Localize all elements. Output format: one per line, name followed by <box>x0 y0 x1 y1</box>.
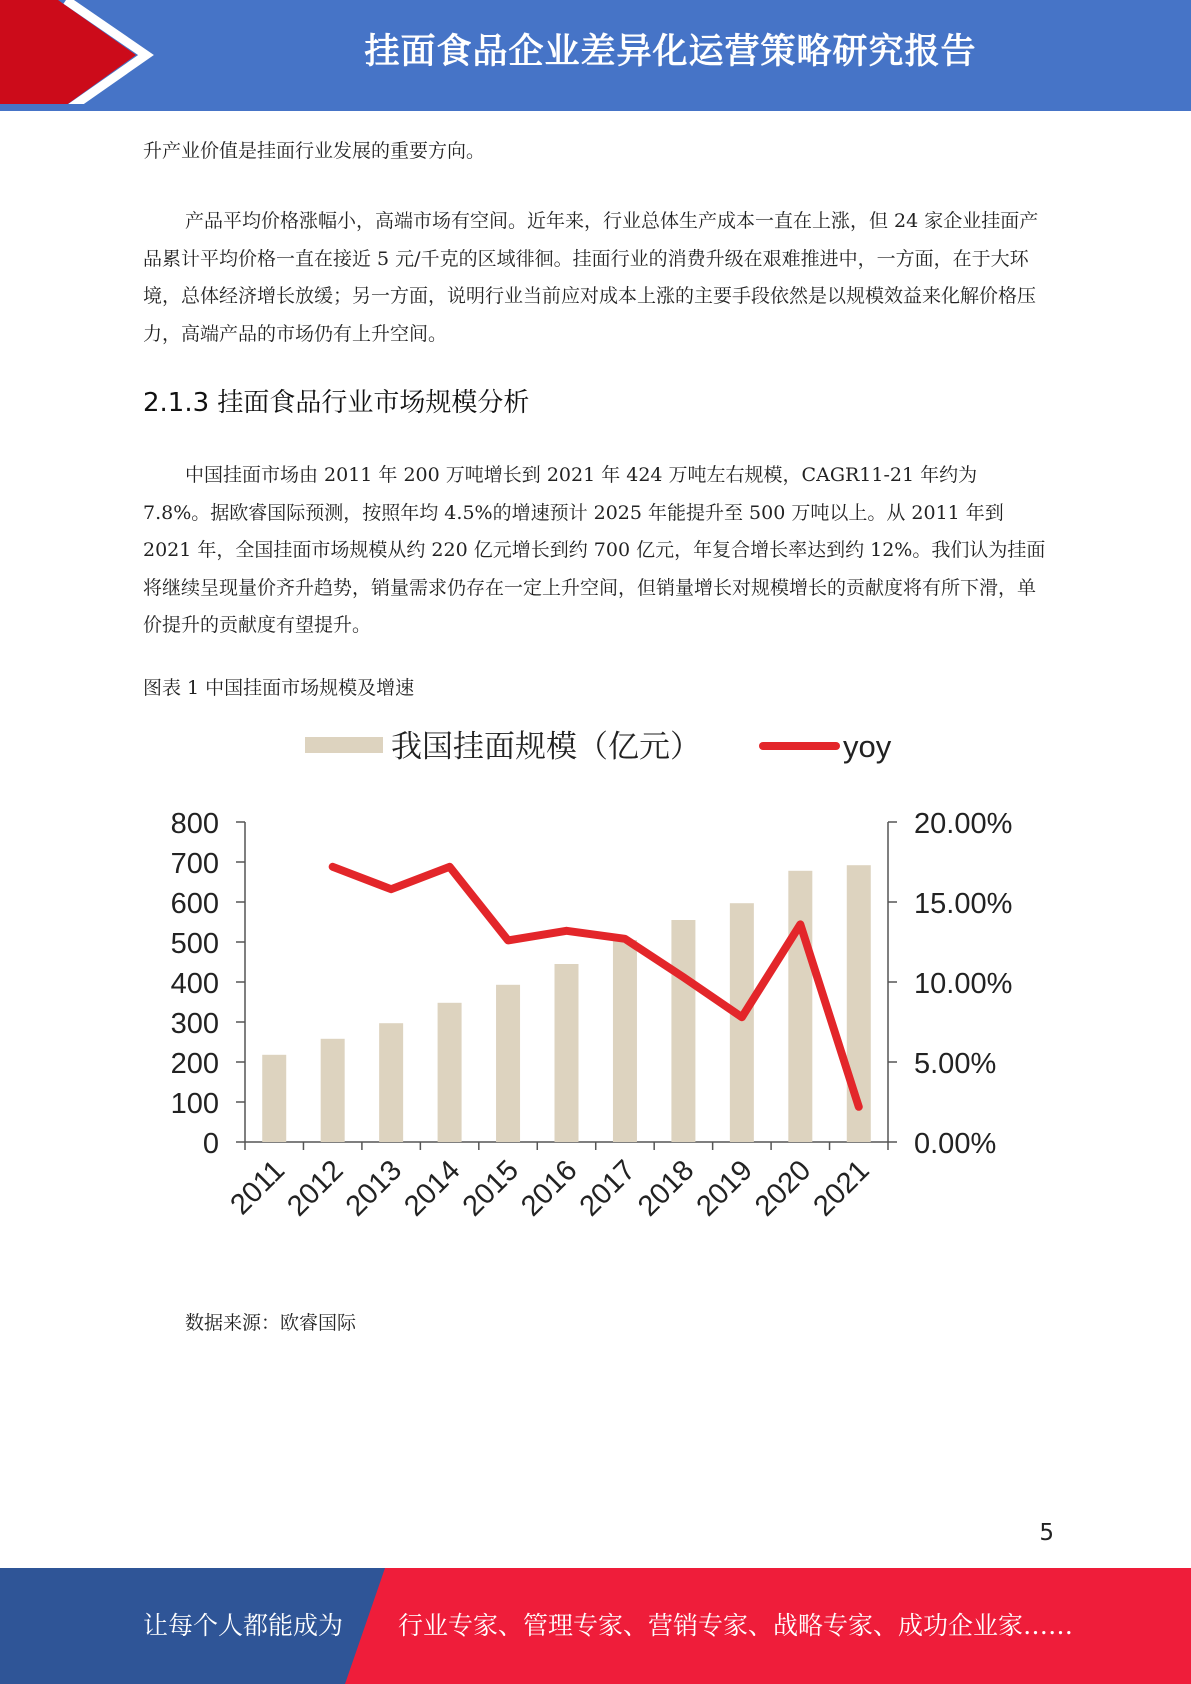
left-tick-label: 300 <box>170 1008 219 1040</box>
header-red-arrow <box>0 0 136 111</box>
x-tick-label: 2017 <box>573 1154 642 1223</box>
bar-2011 <box>262 1055 286 1142</box>
paragraph-1: 升产业价值是挂面行业发展的重要方向。 <box>143 140 486 162</box>
page-footer <box>0 1568 1191 1684</box>
bar-2015 <box>496 985 520 1142</box>
yoy-point-2014 <box>448 865 452 869</box>
x-tick-label: 2021 <box>807 1154 876 1223</box>
left-tick-label: 700 <box>170 848 219 880</box>
figure-caption: 图表 1 中国挂面市场规模及增速 <box>143 677 415 699</box>
page-header <box>0 0 1191 111</box>
right-tick-label: 10.00% <box>914 968 1013 1000</box>
x-tick-label: 2015 <box>456 1154 525 1223</box>
x-tick-label: 2014 <box>398 1154 467 1223</box>
yoy-point-2019 <box>740 1015 744 1019</box>
section-heading: 2.1.3 挂面食品行业市场规模分析 <box>143 388 530 418</box>
bar-2019 <box>730 903 754 1142</box>
x-tick-label: 2013 <box>339 1154 409 1223</box>
yoy-point-2020 <box>798 922 802 926</box>
yoy-point-2015 <box>506 938 510 942</box>
yoy-line <box>333 867 859 1107</box>
header-bottom-band <box>0 104 1191 111</box>
x-tick-label: 2016 <box>515 1154 584 1223</box>
market-size-chart <box>143 710 1063 1270</box>
footer-slogan-left: 让每个人都能成为 <box>143 1611 344 1640</box>
left-tick-label: 200 <box>170 1048 219 1080</box>
x-tick-label: 2018 <box>632 1154 701 1223</box>
bar-2013 <box>379 1023 403 1142</box>
yoy-point-2018 <box>681 975 685 979</box>
x-tick-label: 2020 <box>749 1154 818 1223</box>
yoy-point-2016 <box>565 929 569 933</box>
bar-2016 <box>555 964 579 1142</box>
legend-line-label: yoy <box>843 729 892 764</box>
x-tick-label: 2011 <box>224 1154 292 1222</box>
bar-2020 <box>788 871 812 1142</box>
bar-2012 <box>321 1039 345 1142</box>
left-tick-label: 800 <box>170 808 219 840</box>
legend-bar-label: 我国挂面规模（亿元） <box>391 729 701 764</box>
paragraph-2: 产品平均价格涨幅小，高端市场有空间。近年来，行业总体生产成本一直在上涨，但 24 家企业挂面产品累计平均价格一直在接近 5 元/千克的区域徘徊。挂面行业的消费升级在艰难推进中，一方面，在于大环境，总体经济增长放缓；另一方面，说明行业当前应对成本上涨的主要手段依然是以规模效益来化解价格压力，高端产品的市场仍有上升空间。 <box>143 210 1039 345</box>
bar-2018 <box>671 920 695 1142</box>
right-tick-label: 15.00% <box>914 888 1013 920</box>
left-tick-label: 600 <box>170 888 219 920</box>
left-tick-label: 0 <box>202 1128 219 1160</box>
legend-bar-swatch <box>305 737 383 753</box>
yoy-point-2021 <box>857 1105 861 1109</box>
right-tick-label: 0.00% <box>914 1128 997 1160</box>
page-number: 5 <box>1039 1520 1054 1546</box>
yoy-point-2013 <box>389 887 393 891</box>
yoy-point-2017 <box>623 937 627 941</box>
paragraph-3: 中国挂面市场由 2011 年 200 万吨增长到 2021 年 424 万吨左右规模，CAGR11-21 年约为 7.8%。据欧睿国际预测，按照年均 4.5%的增速预计 2025 年能提升至 500 万吨以上。从 2011 年到 2021 年，全国挂面市场规模从约 220 亿元增长到约 700 亿元，年复合增长率达到约 12%。我们认为挂面将继续呈现量价齐升趋势，销量需求仍存在一定上升空间，但销量增长对规模增长的贡献度将有所下滑，单价提升的贡献度有望提升。 <box>143 464 1046 636</box>
x-tick-label: 2012 <box>281 1154 350 1223</box>
right-tick-label: 20.00% <box>914 808 1013 840</box>
header-title: 挂面食品企业差异化运营策略研究报告 <box>364 32 977 72</box>
right-tick-label: 5.00% <box>914 1048 997 1080</box>
yoy-point-2012 <box>331 865 335 869</box>
bar-2014 <box>438 1003 462 1142</box>
x-tick-label: 2019 <box>690 1154 759 1223</box>
left-tick-label: 400 <box>170 968 219 1000</box>
left-tick-label: 100 <box>170 1088 219 1120</box>
data-source: 数据来源：欧睿国际 <box>185 1312 357 1334</box>
footer-slogan-right: 行业专家、管理专家、营销专家、战略专家、成功企业家…… <box>398 1611 1074 1640</box>
left-tick-label: 500 <box>170 928 219 960</box>
bar-2017 <box>613 940 637 1142</box>
